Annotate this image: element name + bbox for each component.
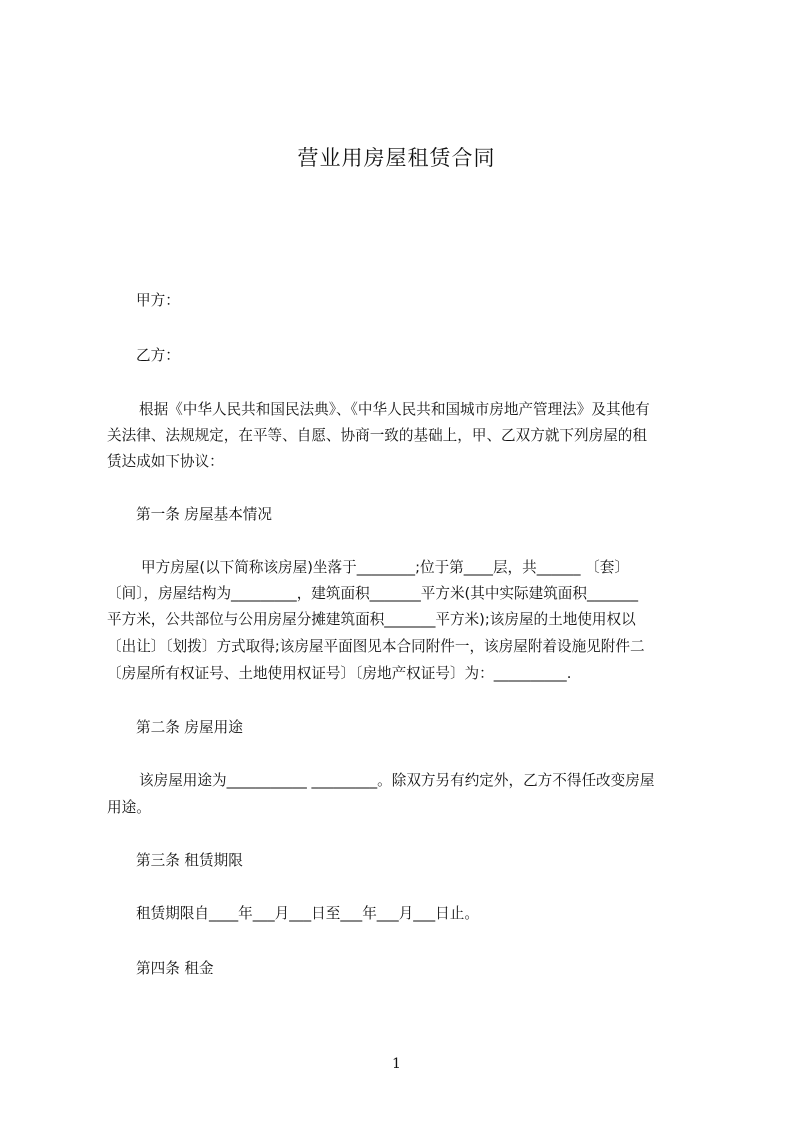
article3-line-1: 租赁期限自____年___月___日至___年___月___日止。 — [136, 905, 479, 922]
article1-line-5: 〔房屋所有权证号、土地使用权证号〕〔房地产权证号〕为：__________. — [107, 665, 572, 682]
article1-line-2: 〔间〕，房屋结构为_________，建筑面积_______平方米(其中实际建筑面积_______ — [107, 585, 639, 602]
article2-line-1: 该房屋用途为___________ _________。除双方另有约定外，乙方不得任改变房屋 — [139, 772, 655, 789]
article1-line-4: 〔出让〕〔划拨〕方式取得;该房屋平面图见本合同附件一，该房屋附着设施见附件二 — [107, 638, 645, 655]
article2-heading: 第二条 房屋用途 — [136, 719, 243, 736]
preamble-line-2: 关法律、法规规定，在平等、自愿、协商一致的基础上，甲、乙双方就下列房屋的租 — [107, 427, 647, 444]
page-number: 1 — [392, 1056, 401, 1072]
article1-heading: 第一条 房屋基本情况 — [136, 506, 272, 523]
party-a-label: 甲方： — [136, 292, 180, 309]
article1-line-1: 甲方房屋(以下简称该房屋)坐落于________;位于第____层，共______ 〔套〕 — [141, 559, 629, 576]
article4-heading: 第四条 租金 — [136, 960, 214, 977]
article2-line-2: 用途。 — [107, 799, 151, 816]
article1-line-3: 平方米，公共部位与公用房屋分摊建筑面积_______平方米);该房屋的土地使用权以 — [107, 611, 636, 628]
preamble-line-3: 赁达成如下协议： — [107, 453, 224, 470]
party-b-label: 乙方： — [136, 347, 180, 364]
article3-heading: 第三条 租赁期限 — [136, 852, 243, 869]
preamble-line-1: 根据《中华人民共和国民法典》、《中华人民共和国城市房地产管理法》及其他有 — [139, 401, 650, 418]
contract-title: 营业用房屋租赁合同 — [297, 146, 496, 170]
